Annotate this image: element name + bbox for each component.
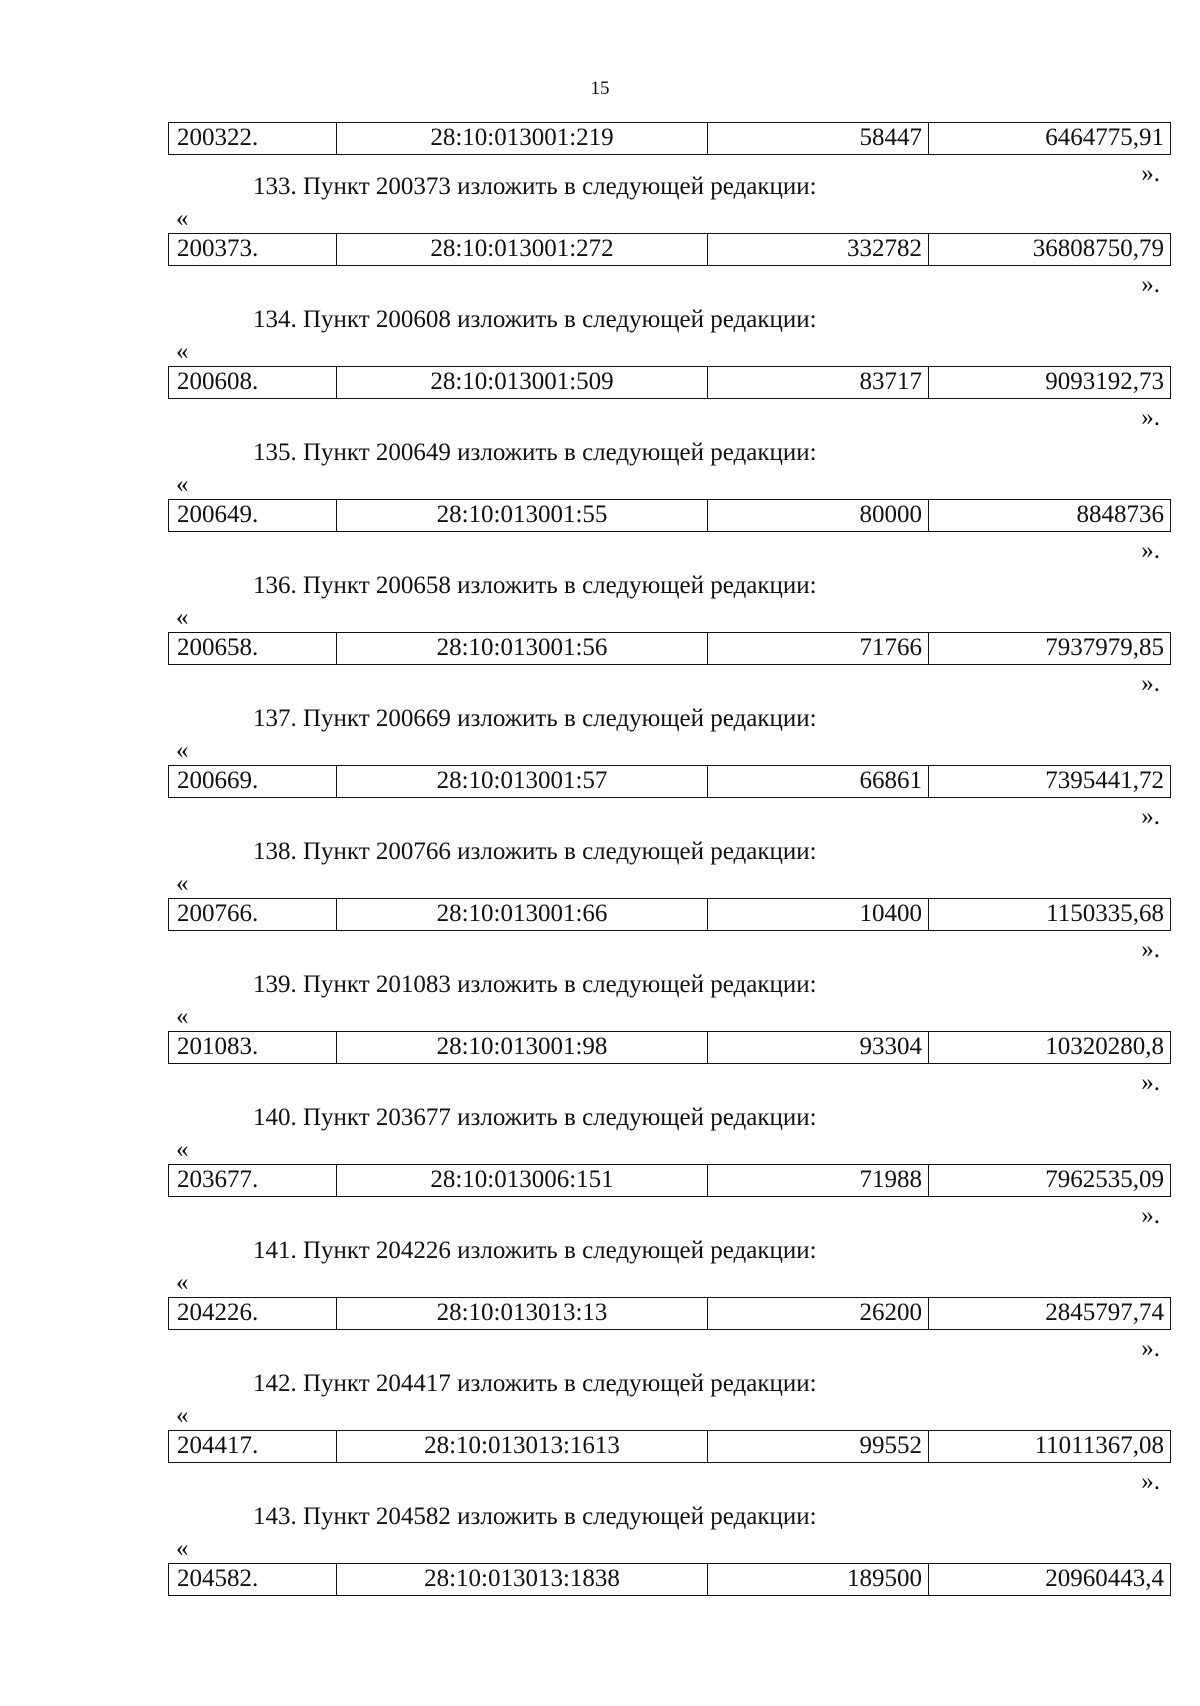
cell-area: 332782 [708,234,929,265]
cell-area: 99552 [708,1431,929,1462]
amendment-heading: 143. Пункт 204582 изложить в следующей редакции: [253,1503,817,1530]
cell-value: 10320280,8 [1045,1033,1164,1060]
cell-cadastral: 28:10:013001:272 [337,234,708,265]
cell-value: 1150335,68 [1046,900,1164,927]
cell-number: 200669. [169,766,337,797]
amendment-section [0,1053,1200,1229]
cell-number: 200766. [169,899,337,930]
cell-value: 7395441,72 [1045,767,1164,794]
closing-quote: ». [1141,803,1160,830]
cell-cadastral: 28:10:013001:57 [337,766,708,797]
amendment-heading: 138. Пункт 200766 изложить в следующей редакции: [253,838,817,865]
closing-quote: ». [1141,1468,1160,1495]
cell-number: 200373. [169,234,337,265]
cell-area: 71766 [708,633,929,664]
opening-quote: « [176,604,189,631]
cell-number: 204417. [169,1431,337,1462]
amendment-section [0,1319,1200,1495]
cell-value: 20960443,4 [1045,1565,1164,1592]
amendment-section [0,787,1200,963]
opening-quote: « [176,1136,189,1163]
cell-area: 93304 [708,1032,929,1063]
cell-cadastral: 28:10:013001:219 [337,123,708,154]
cell-cadastral: 28:10:013001:56 [337,633,708,664]
cell-area: 80000 [708,500,929,531]
cell-area: 71988 [708,1165,929,1196]
cell-value: 6464775,91 [1045,124,1164,151]
closing-quote: ». [1141,1069,1160,1096]
cell-cadastral: 28:10:013001:98 [337,1032,708,1063]
amendment-heading: 141. Пункт 204226 изложить в следующей редакции: [253,1237,817,1264]
cell-cadastral: 28:10:013013:1613 [337,1431,708,1462]
opening-quote: « [176,1003,189,1030]
opening-quote: « [176,737,189,764]
cell-number: 200658. [169,633,337,664]
cell-area: 10400 [708,899,929,930]
amendment-section [0,255,1200,431]
cell-cadastral: 28:10:013006:151 [337,1165,708,1196]
amendment-section [0,1452,1200,1592]
closing-quote: ». [1141,670,1160,697]
cell-area: 83717 [708,367,929,398]
closing-quote: ». [1141,1202,1160,1229]
opening-quote: « [176,1402,189,1429]
cell-number: 204226. [169,1298,337,1329]
cell-cadastral: 28:10:013013:1838 [337,1564,708,1595]
closing-quote: ». [1141,271,1160,298]
closing-quote: ». [1141,537,1160,564]
amendment-heading: 140. Пункт 203677 изложить в следующей редакции: [253,1104,817,1131]
cell-value: 7937979,85 [1045,634,1164,661]
amendment-heading: 139. Пункт 201083 изложить в следующей редакции: [253,971,817,998]
closing-quote: ». [1141,160,1160,187]
cell-cadastral: 28:10:013001:55 [337,500,708,531]
cell-number: 200649. [169,500,337,531]
opening-quote: « [176,205,189,232]
opening-quote: « [176,870,189,897]
cell-area: 58447 [708,123,929,154]
page-number: 15 [590,78,610,99]
amendment-heading: 136. Пункт 200658 изложить в следующей редакции: [253,572,817,599]
amendment-heading: 135. Пункт 200649 изложить в следующей редакции: [253,439,817,466]
opening-quote: « [176,338,189,365]
amendment-section [0,122,1200,298]
cell-number: 200608. [169,367,337,398]
cell-number: 204582. [169,1564,337,1595]
cell-area: 66861 [708,766,929,797]
cell-value: 7962535,09 [1045,1166,1164,1193]
closing-quote: ». [1141,936,1160,963]
amendment-section [0,521,1200,697]
amendment-heading: 133. Пункт 200373 изложить в следующей редакции: [253,173,817,200]
opening-quote: « [176,1535,189,1562]
amendment-heading: 137. Пункт 200669 изложить в следующей редакции: [253,705,817,732]
cell-value: 2845797,74 [1045,1299,1164,1326]
amendment-heading: 134. Пункт 200608 изложить в следующей редакции: [253,306,817,333]
amendment-section [0,388,1200,564]
cell-number: 201083. [169,1032,337,1063]
cell-cadastral: 28:10:013001:509 [337,367,708,398]
cell-cadastral: 28:10:013001:66 [337,899,708,930]
cell-area: 26200 [708,1298,929,1329]
opening-quote: « [176,471,189,498]
cell-number: 200322. [169,123,337,154]
amendment-heading: 142. Пункт 204417 изложить в следующей редакции: [253,1370,817,1397]
opening-quote: « [176,1269,189,1296]
amendment-section [0,1186,1200,1362]
table-row [168,1563,1171,1596]
cell-value: 11011367,08 [1034,1432,1164,1459]
closing-quote: ». [1141,1335,1160,1362]
amendment-section [0,920,1200,1096]
amendment-section [0,654,1200,830]
cell-cadastral: 28:10:013013:13 [337,1298,708,1329]
cell-area: 189500 [708,1564,929,1595]
cell-value: 8848736 [1076,501,1164,528]
closing-quote: ». [1141,404,1160,431]
cell-value: 9093192,73 [1045,368,1164,395]
cell-number: 203677. [169,1165,337,1196]
cell-value: 36808750,79 [1032,235,1164,262]
